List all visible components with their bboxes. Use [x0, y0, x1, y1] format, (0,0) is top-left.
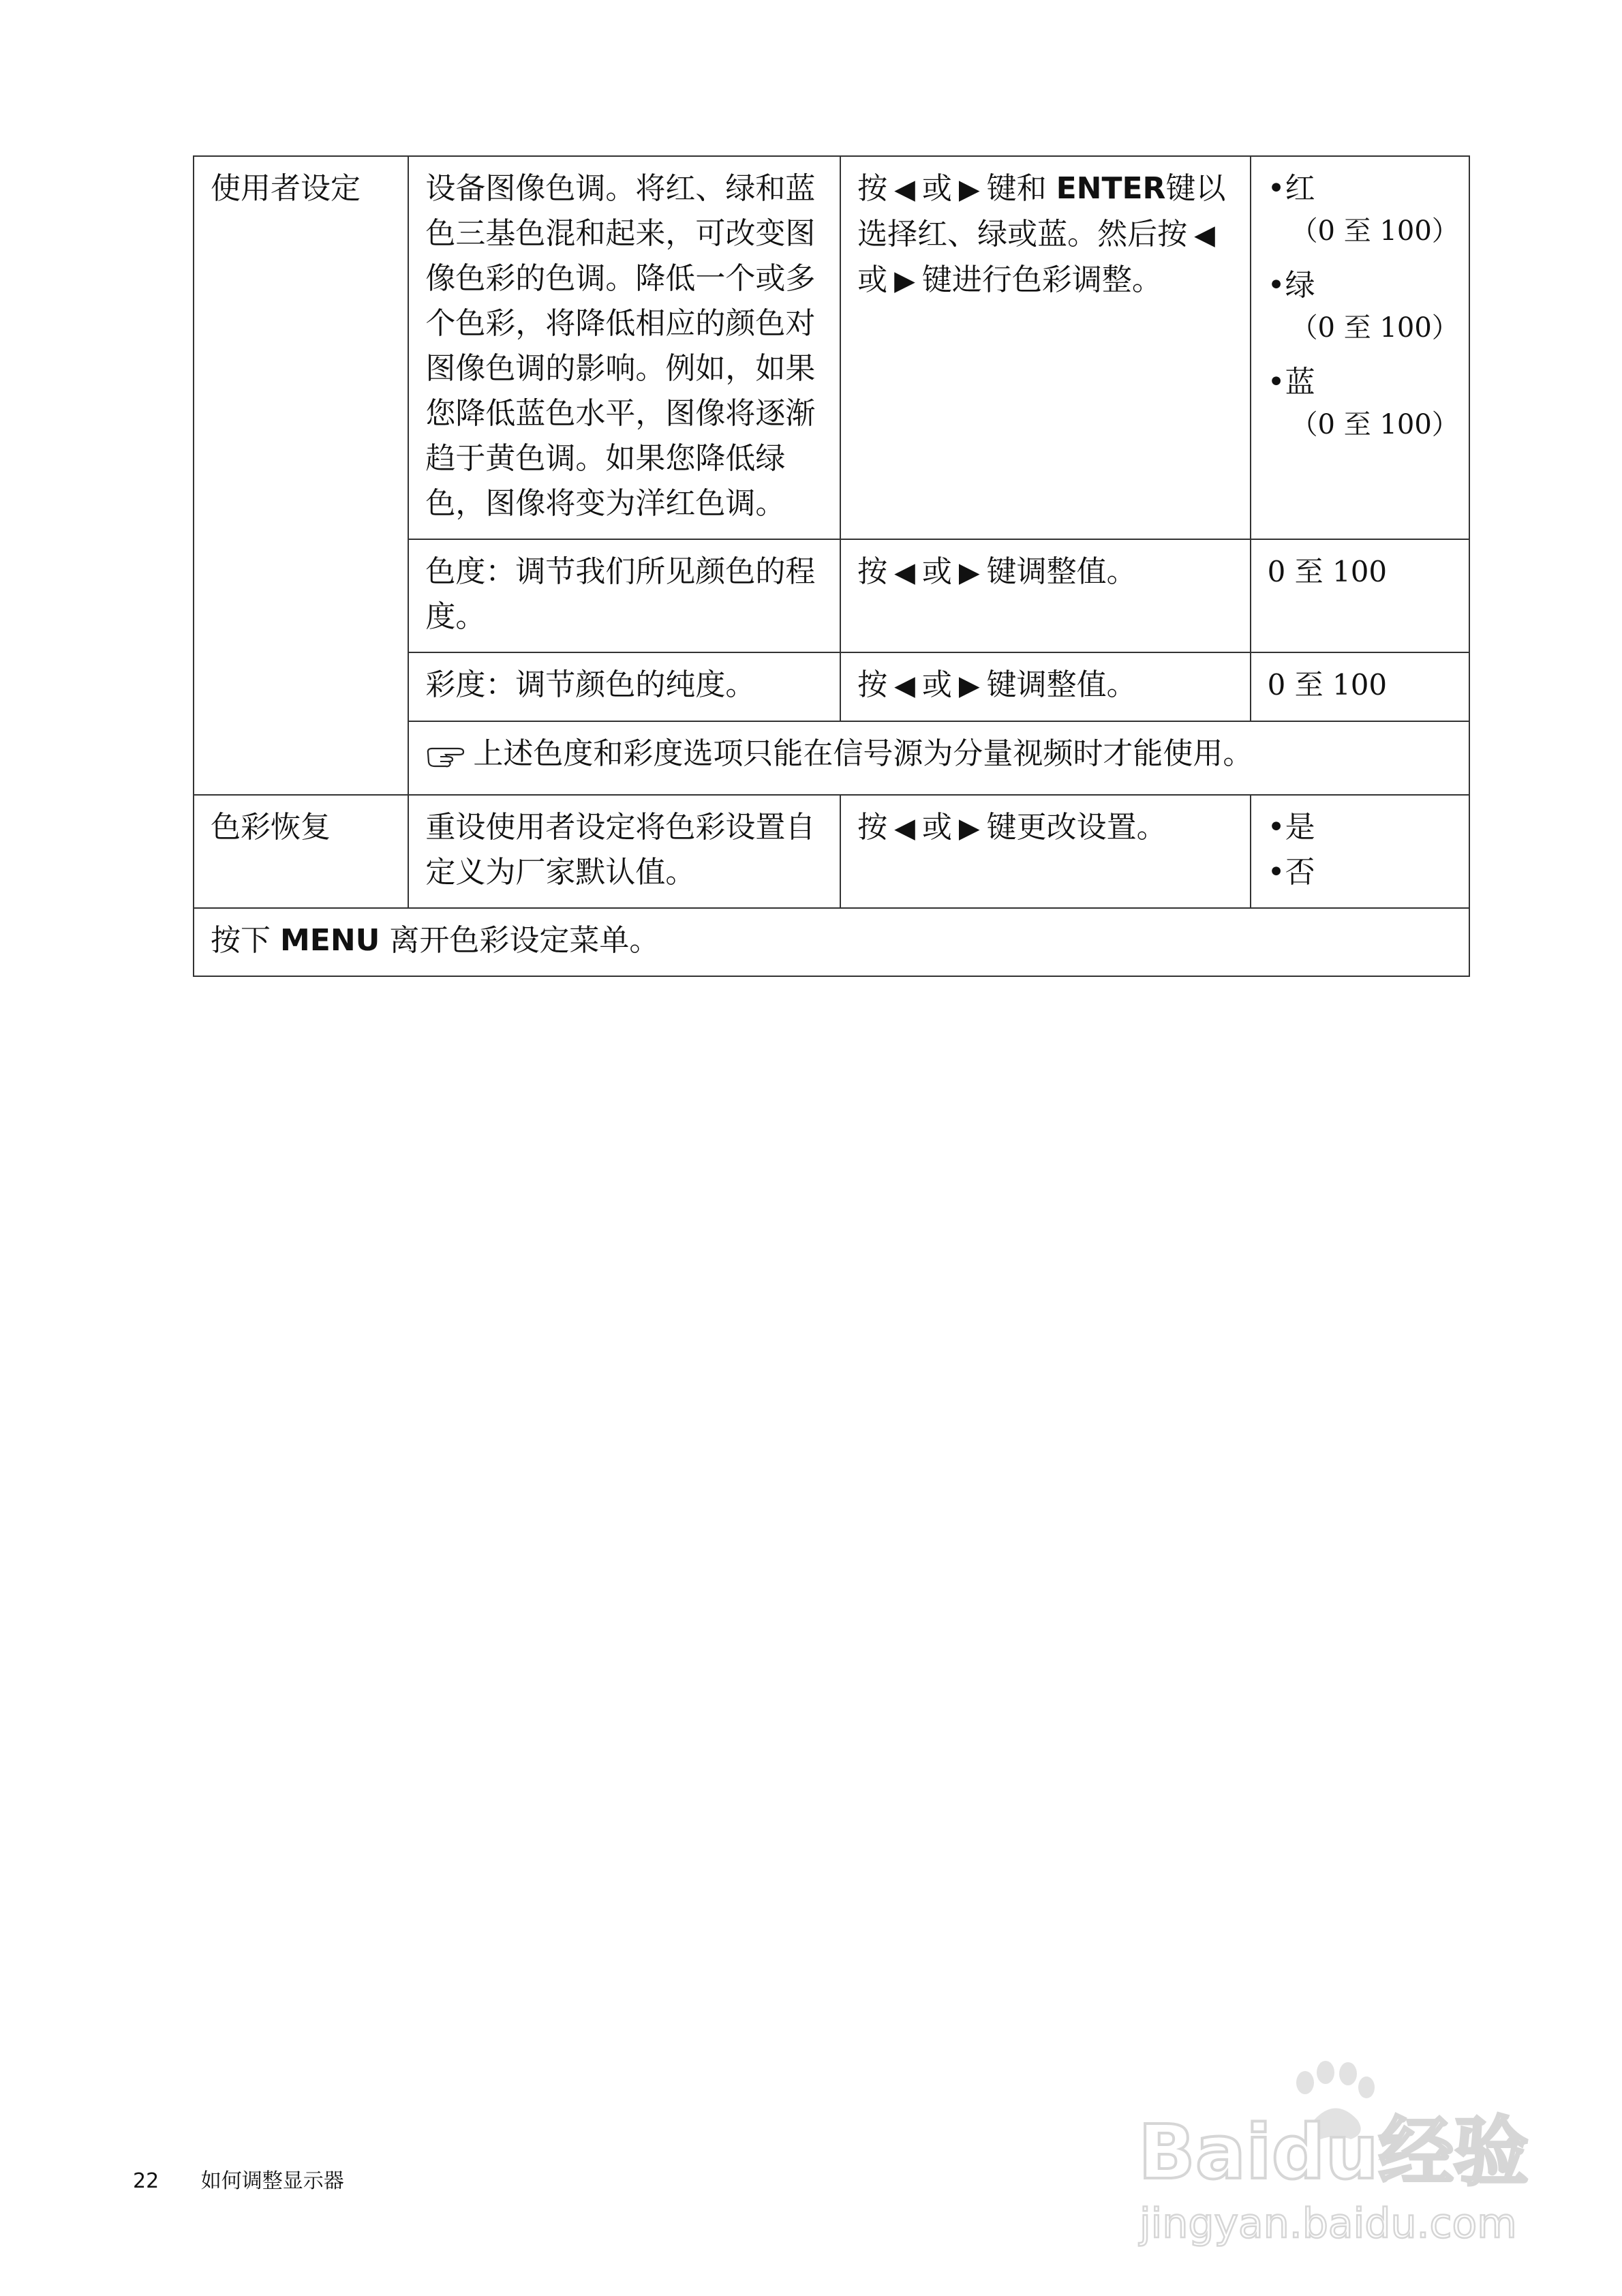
option-blue: •蓝 （0 至 100） [1268, 360, 1452, 444]
bullet-icon: • [1267, 810, 1285, 845]
right-triangle-icon: ▶ [958, 557, 980, 588]
right-triangle-icon: ▶ [894, 265, 915, 297]
color-settings-table [193, 155, 1470, 977]
bullet-icon: • [1267, 855, 1285, 890]
color-reset-label: 色彩恢复 [194, 795, 408, 908]
page-footer [133, 2168, 344, 2195]
page-number: 22 [133, 2169, 159, 2193]
menu-key-label: MENU [280, 923, 380, 958]
hue-action: 按 ◀ 或 ▶ 键调整值。 [840, 539, 1250, 652]
baidu-watermark [1131, 2038, 1554, 2256]
option-yes: •是 [1268, 805, 1452, 850]
right-triangle-icon: ▶ [958, 670, 980, 701]
bullet-icon: • [1267, 365, 1285, 399]
bullet-icon: • [1267, 171, 1285, 206]
hue-range: 0 至 100 [1251, 539, 1469, 652]
color-reset-options [1251, 795, 1469, 908]
note-cell: 上述色度和彩度选项只能在信号源为分量视频时才能使用。 [408, 721, 1469, 795]
saturation-action: 按 ◀ 或 ▶ 键调整值。 [840, 652, 1250, 721]
option-red: •红 （0 至 100） [1268, 166, 1452, 251]
saturation-range: 0 至 100 [1251, 652, 1469, 721]
table-row-footer [194, 908, 1469, 976]
hue-description: 色度：调节我们所见颜色的程度。 [408, 539, 840, 652]
exit-instruction: 按下 MENU 离开色彩设定菜单。 [194, 908, 1469, 976]
option-no: •否 [1268, 850, 1452, 895]
table-row-color-reset [194, 795, 1469, 908]
bullet-icon: • [1267, 268, 1285, 303]
color-reset-description: 重设使用者设定将色彩设置自定义为厂家默认值。 [408, 795, 840, 908]
user-settings-options [1251, 156, 1469, 539]
section-title: 如何调整显示器 [200, 2169, 344, 2193]
watermark-url: jingyan.baidu.com [1139, 2200, 1517, 2248]
left-triangle-icon: ◀ [1194, 220, 1215, 251]
left-triangle-icon: ◀ [894, 174, 915, 205]
user-settings-action: 按 ◀ 或 ▶ 键和 ENTER键以选择红、绿或蓝。然后按 ◀或 ▶ 键进行色彩调整。 [840, 156, 1250, 539]
user-settings-label: 使用者设定 [194, 156, 408, 795]
right-triangle-icon: ▶ [958, 813, 980, 844]
enter-key-label: ENTER [1056, 171, 1166, 206]
pointing-hand-icon [425, 737, 468, 782]
user-settings-description: 设备图像色调。将红、绿和蓝色三基色混和起来，可改变图像色彩的色调。降低一个或多个色彩，将降低相应的颜色对图像色调的影响。例如，如果您降低蓝色水平，图像将逐渐趋于黄色调。如果您降低绿色，图像将变为洋红色调。 [408, 156, 840, 539]
right-triangle-icon: ▶ [958, 174, 980, 205]
table-row-user-settings [194, 156, 1469, 539]
color-reset-action: 按 ◀ 或 ▶ 键更改设置。 [840, 795, 1250, 908]
saturation-description: 彩度：调节颜色的纯度。 [408, 652, 840, 721]
watermark-brand: Baidu经验 [1138, 2109, 1529, 2196]
option-green: •绿 （0 至 100） [1268, 263, 1452, 348]
left-triangle-icon: ◀ [894, 813, 915, 844]
left-triangle-icon: ◀ [894, 670, 915, 701]
left-triangle-icon: ◀ [894, 557, 915, 588]
